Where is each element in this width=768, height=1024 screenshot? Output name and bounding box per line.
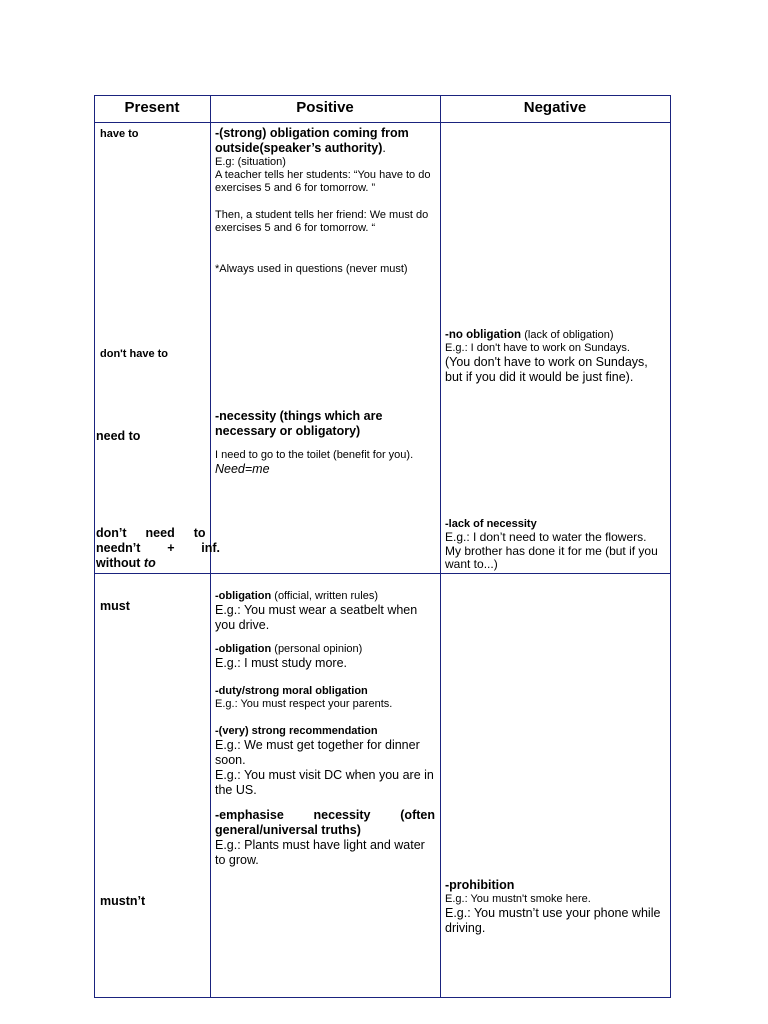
dont-have-to-eg2: (You don't have to work on Sundays, but if you did it would be just fine). <box>445 355 648 384</box>
dont-need-to-title: -lack of necessity <box>445 518 537 530</box>
table-border-left <box>94 95 95 998</box>
have-to-eg-label: E.g: (situation) <box>215 156 286 168</box>
need-to-eg2: Need=me <box>215 462 270 476</box>
have-to-positive <box>215 126 435 276</box>
must-p5-word1: -emphasise <box>215 808 284 822</box>
label-need-to: need to <box>96 429 141 443</box>
dnt-word1: don’t <box>96 526 127 540</box>
must-p2-note: (personal opinion) <box>274 643 363 655</box>
dnt-word2: need <box>145 526 175 540</box>
dnt-word6: inf. <box>201 541 220 555</box>
must-p5-eg: E.g.: Plants must have light and water to grow. <box>215 838 425 867</box>
label-mustnt: mustn’t <box>100 894 146 908</box>
must-p5-word3: (often <box>400 808 435 822</box>
dont-need-to-line1 <box>96 526 228 541</box>
dnt-word8: to <box>143 556 156 570</box>
dont-have-to-title-note: (lack of obligation) <box>524 329 614 341</box>
need-to-positive <box>215 409 435 477</box>
table-border-bottom <box>94 997 671 998</box>
row-divider <box>94 573 671 574</box>
dnt-word7: without <box>96 556 144 570</box>
must-p3-eg: E.g.: You must respect your parents. <box>215 698 393 710</box>
have-to-title-text: -(strong) obligation coming from outside(speaker’s authority) <box>215 126 409 155</box>
have-to-eg-line1: A teacher tells her students: “You have to do exercises 5 and 6 for tomorrow. ” <box>215 169 431 194</box>
dont-need-to-negative <box>445 518 665 572</box>
modal-verbs-table <box>94 95 671 998</box>
label-have-to: have to <box>100 128 139 140</box>
header-positive: Positive <box>296 99 354 116</box>
must-p4-eg1: E.g.: We must get together for dinner soon. <box>215 738 420 767</box>
must-p1-note: (official, written rules) <box>274 590 378 602</box>
must-p1-eg: E.g.: You must wear a seatbelt when you drive. <box>215 603 418 632</box>
dnt-word5: + <box>167 541 175 555</box>
must-p2-title: -obligation <box>215 643 272 655</box>
must-p5-title-line1 <box>215 808 435 823</box>
must-p5-word2: necessity <box>313 808 371 822</box>
header-negative: Negative <box>523 99 587 116</box>
must-p1-title: -obligation <box>215 590 272 602</box>
must-p2-eg: E.g.: I must study more. <box>215 656 347 670</box>
have-to-title-end: . <box>382 141 386 155</box>
have-to-note: *Always used in questions (never must) <box>215 263 408 275</box>
have-to-positive-title <box>215 126 435 156</box>
dont-need-to-line3 <box>96 556 208 571</box>
mustnt-title: -prohibition <box>445 878 515 892</box>
must-p5-title-line2: general/universal truths) <box>215 823 361 837</box>
table-border-top <box>94 95 671 96</box>
table-border-right <box>670 95 671 998</box>
dnt-word3: to <box>193 526 206 540</box>
mustnt-negative <box>445 878 665 936</box>
dont-need-to-eg: E.g.: I don’t need to water the flowers. My brother has done it for me (but if you want to...) <box>445 530 658 571</box>
must-p4-title: -(very) strong recommendation <box>215 725 378 737</box>
must-positive <box>215 590 435 868</box>
header-present: Present <box>124 99 180 116</box>
mustnt-eg1: E.g.: You mustn't smoke here. <box>445 893 591 905</box>
dont-have-to-negative <box>445 328 665 385</box>
dont-have-to-eg1: E.g.: I don't have to work on Sundays. <box>445 342 630 354</box>
dnt-word4: needn’t <box>96 541 141 555</box>
header-divider <box>94 122 671 123</box>
label-dont-have-to: don't have to <box>100 348 169 360</box>
column-divider-2 <box>440 95 441 998</box>
mustnt-eg2: E.g.: You mustn’t use your phone while driving. <box>445 906 661 935</box>
have-to-eg-line2: Then, a student tells her friend: We must do exercises 5 and 6 for tomorrow. “ <box>215 209 429 234</box>
dont-need-to-line2 <box>96 541 220 556</box>
need-to-eg1: I need to go to the toilet (benefit for you). <box>215 449 414 461</box>
must-p4-eg2: E.g.: You must visit DC when you are in the US. <box>215 768 434 797</box>
need-to-title: -necessity (things which are necessary or obligatory) <box>215 409 383 438</box>
dont-have-to-title: -no obligation <box>445 329 522 341</box>
label-dont-need-to <box>96 526 220 571</box>
label-must: must <box>100 599 130 613</box>
must-p3-title: -duty/strong moral obligation <box>215 685 368 697</box>
